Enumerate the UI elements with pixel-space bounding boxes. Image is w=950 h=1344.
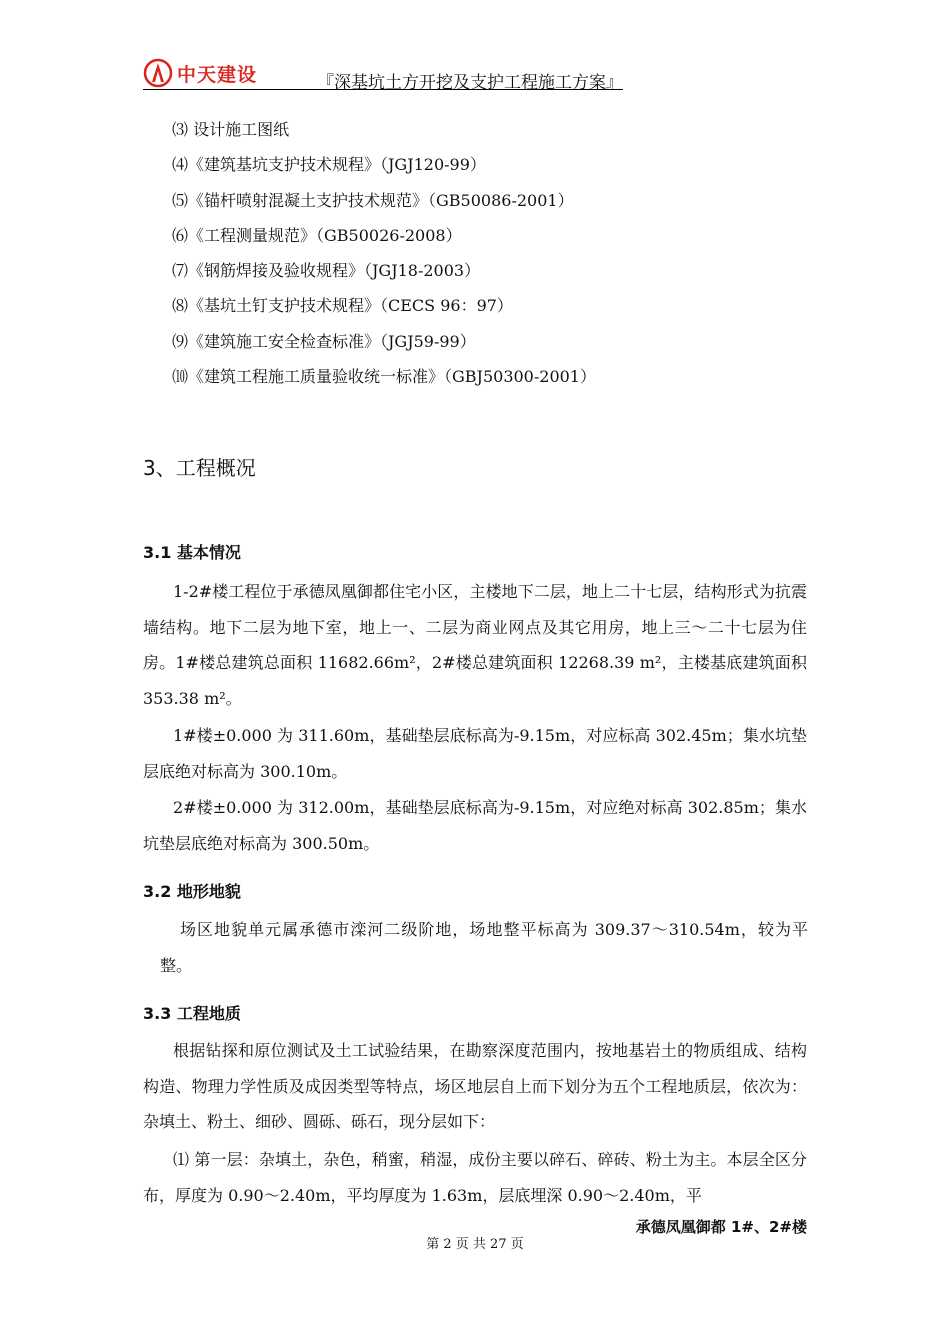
paragraph-terrain: 场区地貌单元属承德市滦河二级阶地，场地整平标高为 309.37～310.54m，较为平整。: [160, 920, 808, 975]
paragraph-building1-elevation: 1#楼±0.000 为 311.60m，基础垫层底标高为-9.15m，对应标高 302.45m；集水坑垫层底绝对标高为 300.10m。: [143, 726, 807, 781]
paragraph-geology: 根据钻探和原位测试及土工试验结果，在勘察深度范围内，按地基岩土的物质组成、结构构造、物理力学性质及成因类型等特点，场区地层自上而下划分为五个工程地质层，依次为：杂填土、粉土、细砂、圆砾、砾石，现分层如下：: [143, 1041, 807, 1131]
footer-project-name: 承德凤凰御都 1#、2#楼: [635, 1218, 807, 1236]
document-title: 『深基坑土方开挖及支护工程施工方案』: [317, 73, 623, 93]
reference-item: ⑼《建筑施工安全检查标准》（JGJ59-99）: [172, 331, 476, 351]
reference-item: ⑹《工程测量规范》（GB50026-2008）: [172, 225, 462, 245]
subsection-heading-geology: 3.3 工程地质: [143, 1004, 241, 1023]
reference-item: ⑷《建筑基坑支护技术规程》（JGJ120-99）: [172, 155, 486, 175]
page-number: 第 2 页 共 27 页: [426, 1237, 524, 1252]
reference-item: ⑻《基坑土钉支护技术规程》（CECS 96：97）: [172, 296, 513, 316]
reference-item: ⑽《建筑工程施工质量验收统一标准》（GBJ50300-2001）: [172, 367, 596, 387]
subsection-heading-basic-info: 3.1 基本情况: [143, 543, 241, 562]
company-logo: [143, 58, 257, 88]
paragraph-layer-one: ⑴ 第一层：杂填土，杂色，稍蜜，稍湿，成份主要以碎石、碎砖、粉土为主。本层全区分布，厚度为 0.90～2.40m，平均厚度为 1.63m，层底埋深 0.90～2.40m，平: [143, 1150, 807, 1205]
page-header: [143, 54, 623, 93]
logo-text: 中天建设: [177, 63, 258, 86]
header-divider: [143, 89, 623, 90]
paragraph-building2-elevation: 2#楼±0.000 为 312.00m，基础垫层底标高为-9.15m，对应绝对标高 302.85m；集水坑垫层底绝对标高为 300.50m。: [143, 798, 807, 853]
reference-item: ⑺《钢筋焊接及验收规程》（JGJ18-2003）: [172, 261, 481, 281]
company-logo-icon: [143, 58, 173, 88]
paragraph-basic-info: 1-2#楼工程位于承德凤凰御都住宅小区，主楼地下二层，地上二十七层，结构形式为抗震墙结构。地下二层为地下室，地上一、二层为商业网点及其它用房，地上三～二十七层为住房。1#楼总建筑总面积 11682.66m²，2#楼总建筑面积 12268.39 m²，主楼基底建筑面积 353.38 m²。: [143, 582, 807, 708]
reference-item: ⑸《锚杆喷射混凝土支护技术规范》（GB50086-2001）: [172, 190, 574, 210]
reference-list: [172, 117, 596, 399]
reference-item: ⑶ 设计施工图纸: [172, 120, 290, 139]
subsection-heading-terrain: 3.2 地形地貌: [143, 882, 241, 901]
section-heading: 3、工程概况: [143, 456, 256, 480]
